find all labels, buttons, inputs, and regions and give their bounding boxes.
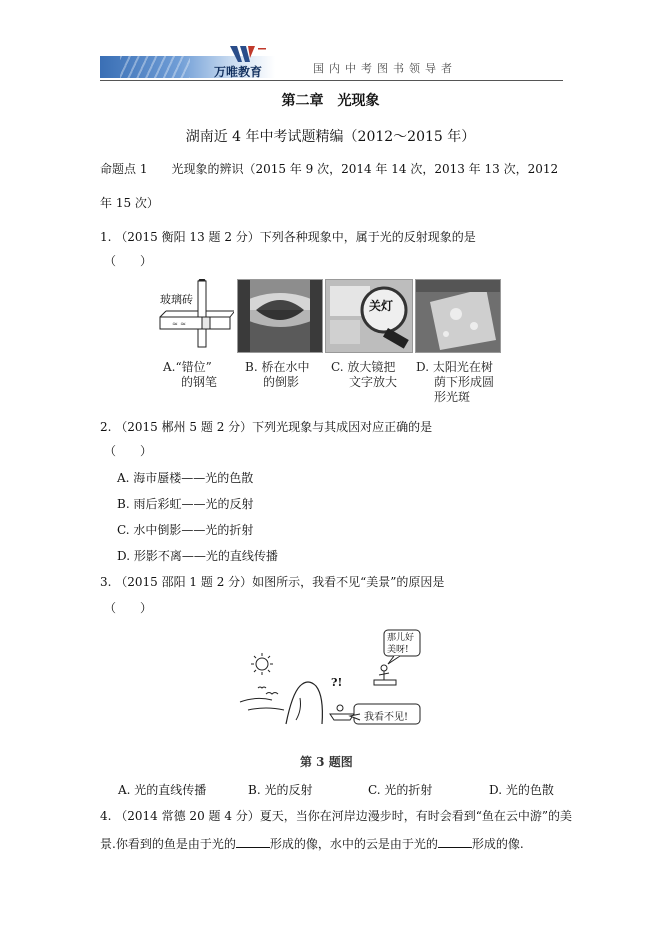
q1-caption-d: D. 太阳光在树 荫下形成圆 形光斑 [416, 360, 495, 404]
q1-caption-a: A.“错位” 的钢笔 [163, 360, 218, 389]
q2-option-c: C. 水中倒影——光的折射 [117, 523, 254, 537]
q4-blank-1[interactable] [236, 835, 270, 848]
topic-line-1: 命题点 1 光现象的辨识（2015 年 9 次，2014 年 14 次，2013 年 13 次，2012 [100, 162, 559, 176]
header-rule [100, 80, 563, 81]
brand-name: 万唯教育 [214, 65, 263, 79]
q1-stem: 1. （2015 衡阳 13 题 2 分）下列各种现象中，属于光的反射现象的是 [100, 230, 476, 244]
q2-option-a: A. 海市蜃楼——光的色散 [117, 471, 254, 485]
q4-line-1: 4. （2014 常德 20 题 4 分）夏天，当你在河岸边漫步时，有时会看到“鱼在云中游”的美 [100, 809, 573, 823]
brand-motto: 国内中考图书领导者 [313, 62, 457, 75]
q3-option-c: C. 光的折射 [368, 783, 433, 797]
header-band-stripes [120, 56, 190, 78]
q2-answer-paren: （ ） [104, 444, 153, 458]
q3-bubble-top: 那儿好美呀! [387, 633, 415, 655]
q3-option-b: B. 光的反射 [248, 783, 313, 797]
topic-line-2: 年 15 次） [100, 196, 159, 210]
chapter-title: 第二章 光现象 [281, 93, 380, 109]
q1-figure-d [415, 279, 501, 353]
q1-caption-c: C. 放大镜把 文字放大 [331, 360, 398, 389]
q3-bubble-bottom: 我看不见! [364, 712, 409, 723]
q1-answer-paren: （ ） [104, 254, 153, 268]
q2-option-d: D. 形影不离——光的直线传播 [117, 549, 278, 563]
q3-stem: 3. （2015 邵阳 1 题 2 分）如图所示，我看不见“美景”的原因是 [100, 575, 445, 589]
glass-block-label: 玻璃砖 [160, 293, 193, 306]
q2-option-b: B. 雨后彩虹——光的反射 [117, 497, 254, 511]
q4-line-2: 景.你看到的鱼是由于光的 形成的像，水中的云是由于光的 形成的像. [100, 837, 524, 851]
magnified-sign-text: 关灯 [369, 299, 394, 313]
q1-figure-c [325, 279, 413, 353]
q1-caption-b: B. 桥在水中 的倒影 [245, 360, 310, 389]
q1-figure-b [237, 279, 323, 353]
svg-text:≈ ≈: ≈ ≈ [172, 320, 186, 328]
q2-stem: 2. （2015 郴州 5 题 2 分）下列光现象与其成因对应正确的是 [100, 420, 433, 434]
q3-answer-paren: （ ） [104, 601, 153, 615]
section-subtitle: 湖南近 4 年中考试题精编（2012～2015 年） [185, 129, 476, 145]
q3-option-d: D. 光的色散 [489, 783, 554, 797]
q3-question-mark: ?! [331, 676, 343, 689]
q1-figure-a [156, 279, 234, 351]
q3-figure-caption: 第 3 题图 [300, 755, 353, 769]
q3-option-a: A. 光的直线传播 [118, 783, 207, 797]
q4-blank-2[interactable] [438, 835, 472, 848]
